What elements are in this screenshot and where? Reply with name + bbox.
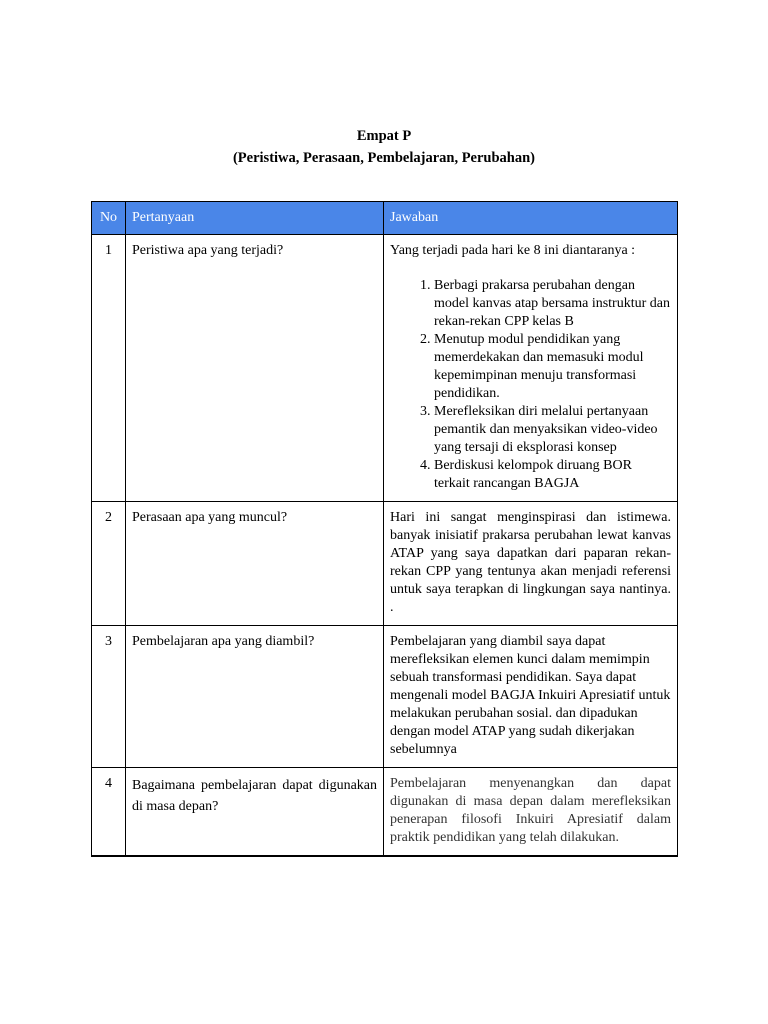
- table-row: [92, 235, 678, 502]
- page-title: [0, 125, 768, 169]
- row-number: 1: [92, 235, 126, 502]
- row-number: 3: [92, 626, 126, 768]
- answer-list-item: 4. Berdiskusi kelompok diruang BOR terkait rancangan BAGJA: [434, 457, 671, 493]
- reflection-table: [91, 201, 678, 857]
- question-cell: Pembelajaran apa yang diambil?: [126, 626, 384, 768]
- answer-cell: [384, 235, 678, 502]
- table-row: [92, 502, 678, 626]
- row-number: 4: [92, 768, 126, 857]
- answer-cell: Pembelajaran yang diambil saya dapat merefleksikan elemen kunci dalam memimpin sebuah transformasi pendidikan. Saya dapat mengenali model BAGJA Inkuiri Apresiatif untuk melakukan perubahan sosial. dan dipadukan dengan model ATAP yang sudah dikerjakan sebelumnya: [384, 626, 678, 768]
- header-no: No: [92, 202, 126, 235]
- question-cell: Perasaan apa yang muncul?: [126, 502, 384, 626]
- answer-intro: Yang terjadi pada hari ke 8 ini diantaranya :: [390, 243, 636, 258]
- answer-list-item: 2. Menutup modul pendidikan yang memerdekakan dan memasuki modul kepemimpinan menuju transformasi pendidikan.: [434, 331, 671, 403]
- header-answer: Jawaban: [384, 202, 678, 235]
- question-cell: Peristiwa apa yang terjadi?: [126, 235, 384, 502]
- answer-cell: Pembelajaran menyenangkan dan dapat digunakan di masa depan dalam merefleksikan penerapan filosofi Inkuiri Apresiatif dalam praktik pendidikan yang telah dilakukan.: [384, 768, 678, 857]
- row-number: 2: [92, 502, 126, 626]
- table-row: [92, 626, 678, 768]
- answer-cell: Hari ini sangat menginspirasi dan istimewa. banyak inisiatif prakarsa perubahan lewat kanvas ATAP yang saya dapatkan dari paparan rekan-rekan CPP yang tentunya akan menjadi referensi untuk saya terapkan di lingkungan saya nantinya. .: [384, 502, 678, 626]
- answer-list-item: 3. Merefleksikan diri melalui pertanyaan pemantik dan menyaksikan video-video yang tersaji di eksplorasi konsep: [434, 403, 671, 457]
- table-header-row: [92, 202, 678, 235]
- answer-list-item: 1. Berbagi prakarsa perubahan dengan model kanvas atap bersama instruktur dan rekan-rekan CPP kelas B: [434, 277, 671, 331]
- header-question: Pertanyaan: [126, 202, 384, 235]
- table-row: [92, 768, 678, 857]
- question-cell: Bagaimana pembelajaran dapat digunakan di masa depan?: [126, 768, 384, 857]
- answer-list: [390, 277, 671, 493]
- document-subtitle: (Peristiwa, Perasaan, Pembelajaran, Perubahan): [232, 150, 536, 166]
- document-title: Empat P: [356, 128, 412, 144]
